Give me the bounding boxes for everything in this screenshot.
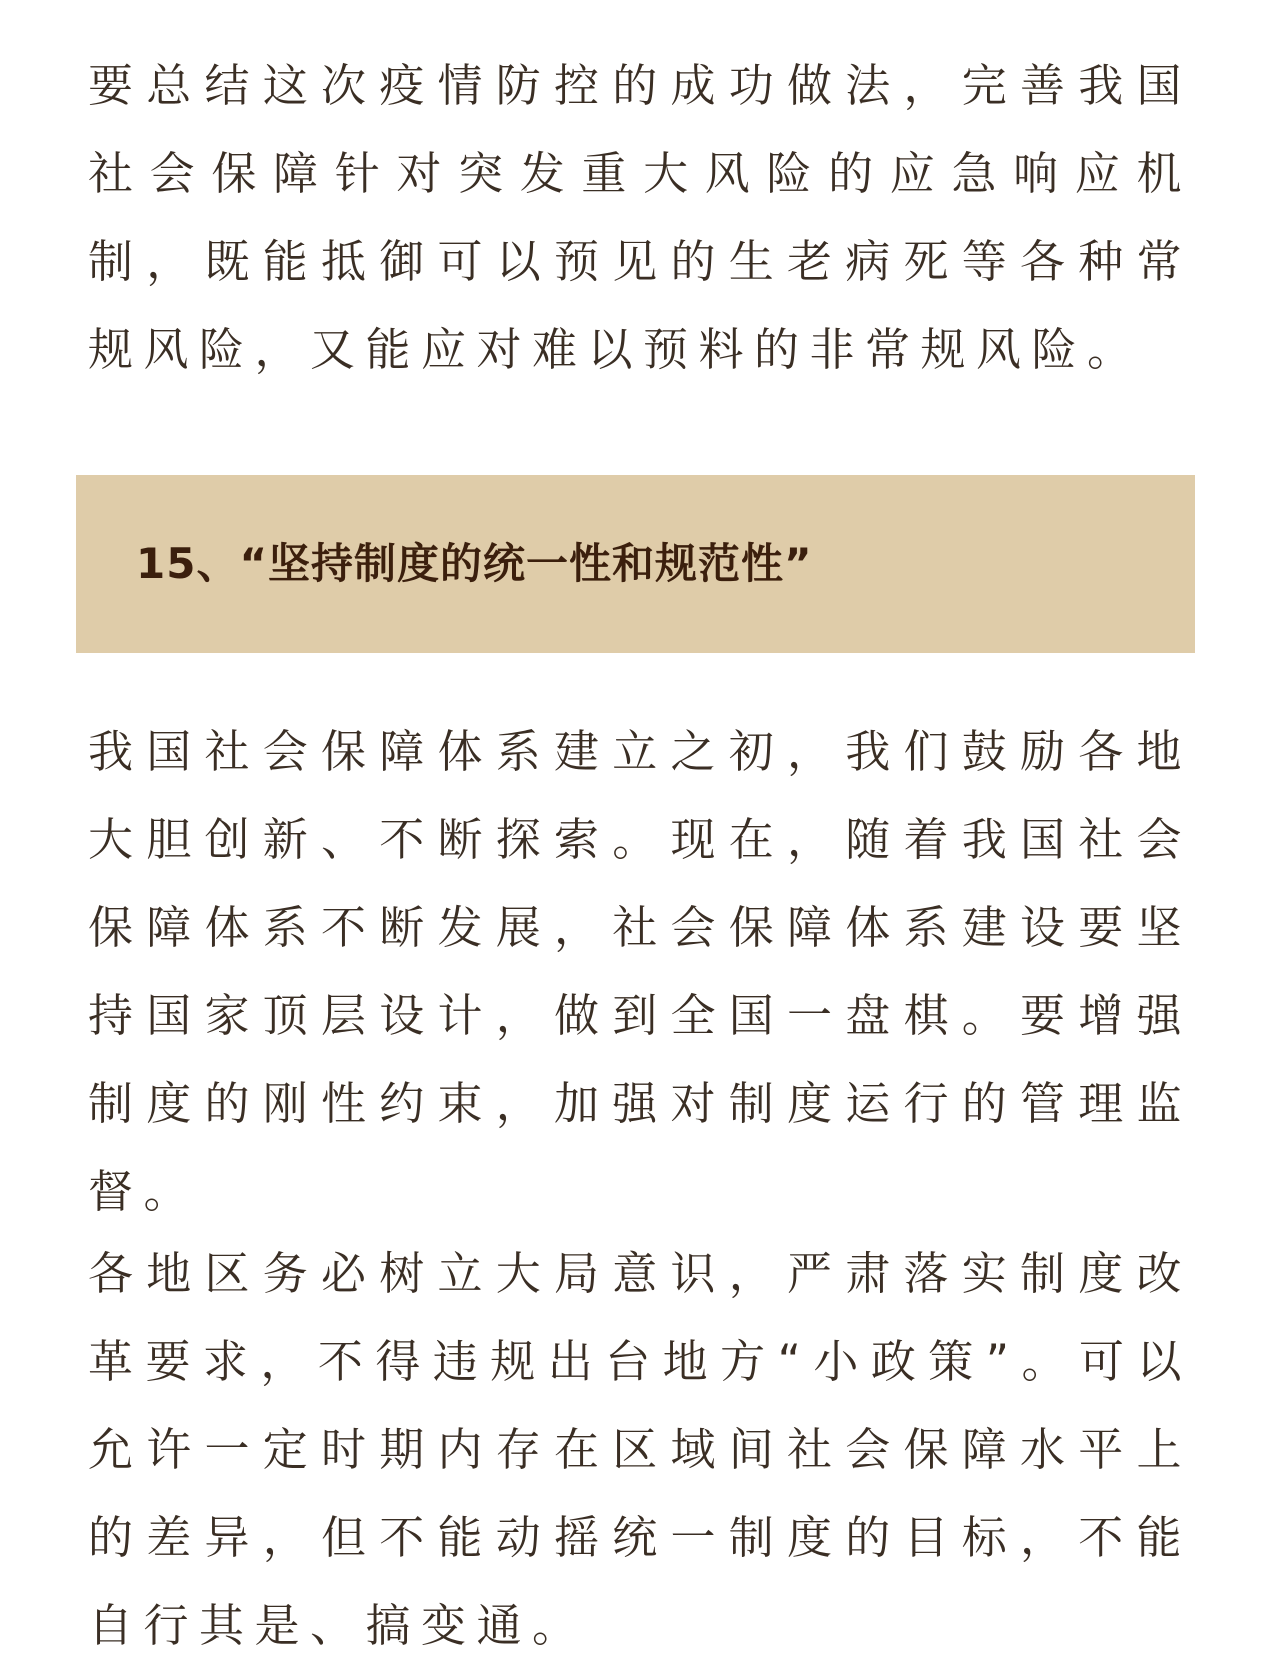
section-title: 15、“坚持制度的统一性和规范性”: [136, 539, 813, 588]
body-paragraph-1: 我国社会保障体系建立之初，我们鼓励各地大胆创新、不断探索。现在，随着我国社会保障体系不断发展，社会保障体系建设要坚持国家顶层设计，做到全国一盘棋。要增强制度的刚性约束，加强对制度运行的管理监督。: [88, 725, 1192, 1218]
section-header-banner: [76, 475, 1195, 653]
intro-paragraph: 要总结这次疫情防控的成功做法，完善我国社会保障针对突发重大风险的应急响应机制，既能抵御可以预见的生老病死等各种常规风险，又能应对难以预料的非常规风险。: [88, 59, 1192, 376]
body-paragraph-2: 各地区务必树立大局意识，严肃落实制度改革要求，不得违规出台地方“小政策”。可以允许一定时期内存在区域间社会保障水平上的差异，但不能动摇统一制度的目标，不能自行其是、搞变通。: [88, 1247, 1192, 1652]
